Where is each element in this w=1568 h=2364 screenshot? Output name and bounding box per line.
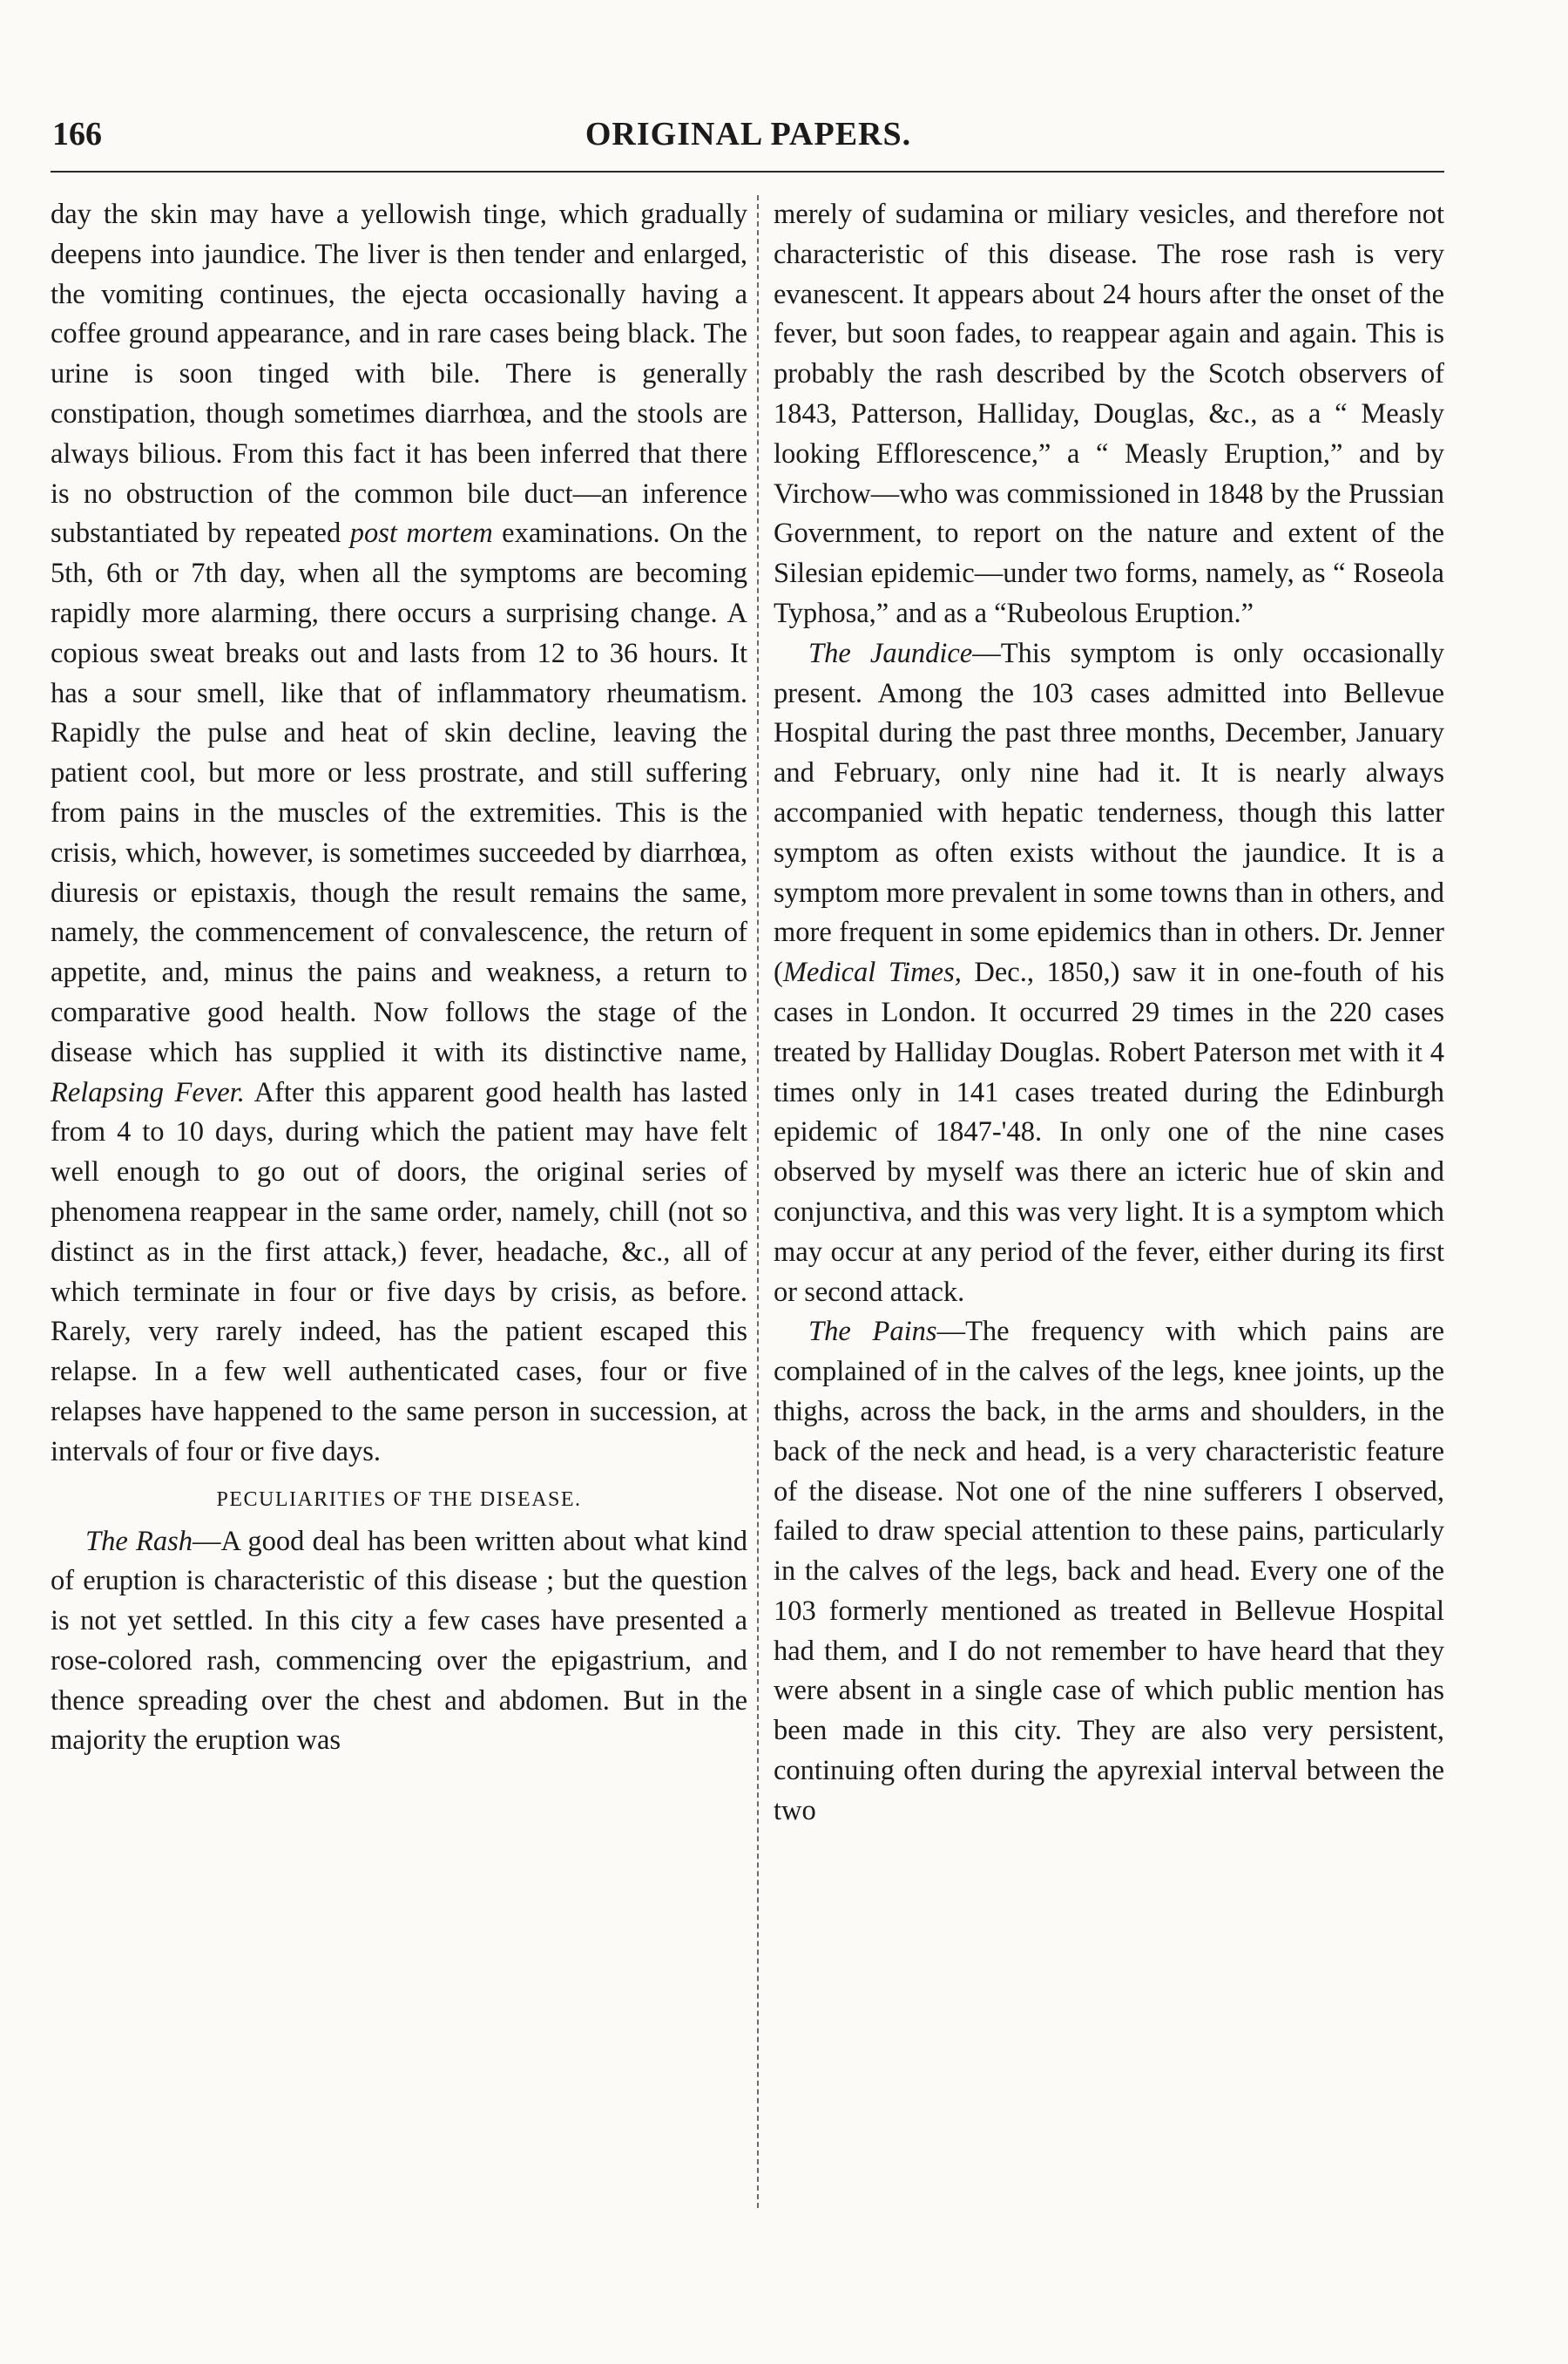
pains-text: —The frequency with which pains are complained of in the calves of the legs, knee joints, up the thighs, across the back, in the arms and shoulders, in the back of the neck and head, is a very characteristic feature of the disease. Not one of the nine sufferers I observed, failed to draw special attention to these pains, particularly in the calves of the legs, back and head. Every one of the 103 formerly mentioned as treated in Bellevue Hospital had them, and I do not remember to have heard that they were absent in a single case of which public mention has been made in this city. They are also very persistent, continuing often during the apyrexial interval between the two [774,1316,1444,1826]
left-p1-text: day the skin may have a yellowish tinge, which gradually deepens into jaundice. The liver is then tender and enlarged, the vomiting continues, the ejecta occasionally having a coffee ground appearance, and in rare cases being black. The urine is soon tinged with bile. There is generally constipation, though sometimes diarrhœa, and the stools are always bilious. From this fact it has been inferred that there is no obstruction of the common bile duct—an inference substantiated by repeated [51,199,747,550]
rash-text: —A good deal has been written about what kind of eruption is characteristic of this disease ; but the question is not yet settled. In this city a few cases have presented a rose-colored rash, commencing over the epigastrium, and thence spreading over the chest and abdomen. But in the majority the eruption was [51,1525,747,1757]
page-number: 166 [52,116,102,152]
section-heading: PECULIARITIES OF THE DISEASE. [216,1487,582,1511]
left-p1-text-end: After this apparent good health has lasted from 4 to 10 days, during which the patient may have felt well enough to go out of doors, the original series of phenomena reappear in the same order, namely, chill (not so distinct as in the first attack,) fever, headache, &c., all of which terminate in four or five days by crisis, as before. Rarely, very rarely indeed, has the patient escaped this relapse. In a few well authenticated cases, four or five relapses have happened to the same person in succession, at intervals of four or five days. [51,1076,747,1467]
left-paragraph-1 [51,195,747,1473]
left-p1-text-cont: examinations. On the 5th, 6th or 7th day, when all the symptoms are becoming rapidly more alarming, there occurs a surprising change. A copious sweat breaks out and lasts from 12 to 36 hours. It has a sour smell, like that of inflammatory rheumatism. Rapidly the pulse and heat of skin decline, leaving the patient cool, but more or less prostrate, and still suffering from pains in the muscles of the extremities. This is the crisis, which, however, is sometimes succeeded by diarrhœa, diuresis or epistaxis, though the result remains the same, namely, the commencement of convalescence, the return of appetite, and, minus the pains and weakness, a return to comparative good health. Now follows the stage of the disease which has supplied it with its distinctive name, [51,518,747,1068]
right-paragraph-pains [774,1312,1444,1831]
left-column [51,195,747,1761]
right-paragraph-1: merely of sudamina or miliary vesicles, and therefore not characteristic of this disease. The rose rash is very evanescent. It appears about 24 hours after the onset of the fever, but soon fades, to reappear again and again. This is probably the rash described by the Scotch observers of 1843, Patterson, Halliday, Douglas, &c., as a “ Measly looking Efflorescence,” a “ Measly Eruption,” and by Virchow—who was commissioned in 1848 by the Prussian Government, to report on the nature and extent of the Silesian epidemic—under two forms, namely, as “ Roseola Typhosa,” and as a “Rubeolous Eruption.” [774,199,1444,629]
jaundice-citation: Medical Times, [782,957,962,989]
jaundice-text-cont: Dec., 1850,) saw it in one-fouth of his cases in London. It occurred 29 times in the 220 cases treated by Halliday Douglas. Robert Paterson met with it 4 times only in 141 cases treated during the Edinburgh epidemic of 1847-'48. In only one of the nine cases observed by myself was there an icteric hue of skin and conjunctiva, and this was very light. It is a symptom which may occur at any period of the fever, either during its first or second attack. [774,957,1444,1308]
left-p1-italic-relapsing: Relapsing Fever. [51,1076,245,1108]
rash-heading: The Rash [85,1525,193,1557]
page-header [52,103,1444,155]
left-p1-italic: post mortem [349,518,493,550]
running-head: ORIGINAL PAPERS. [585,116,912,152]
left-paragraph-rash [51,1522,747,1762]
pains-heading: The Pains [808,1316,937,1348]
jaundice-text: —This symptom is only occasionally present. Among the 103 cases admitted into Bellevue Hospital during the past three months, December, January and February, only nine had it. It is nearly always accompanied with hepatic tenderness, though this latter symptom as often exists without the jaundice. It is a symptom more prevalent in some towns than in others, and more frequent in some epidemics than in others. Dr. Jenner ( [774,637,1444,989]
header-rule [51,171,1444,173]
column-divider [757,195,759,2208]
right-paragraph-jaundice [774,634,1444,1313]
jaundice-heading: The Jaundice [808,637,973,669]
right-column [774,195,1444,1832]
